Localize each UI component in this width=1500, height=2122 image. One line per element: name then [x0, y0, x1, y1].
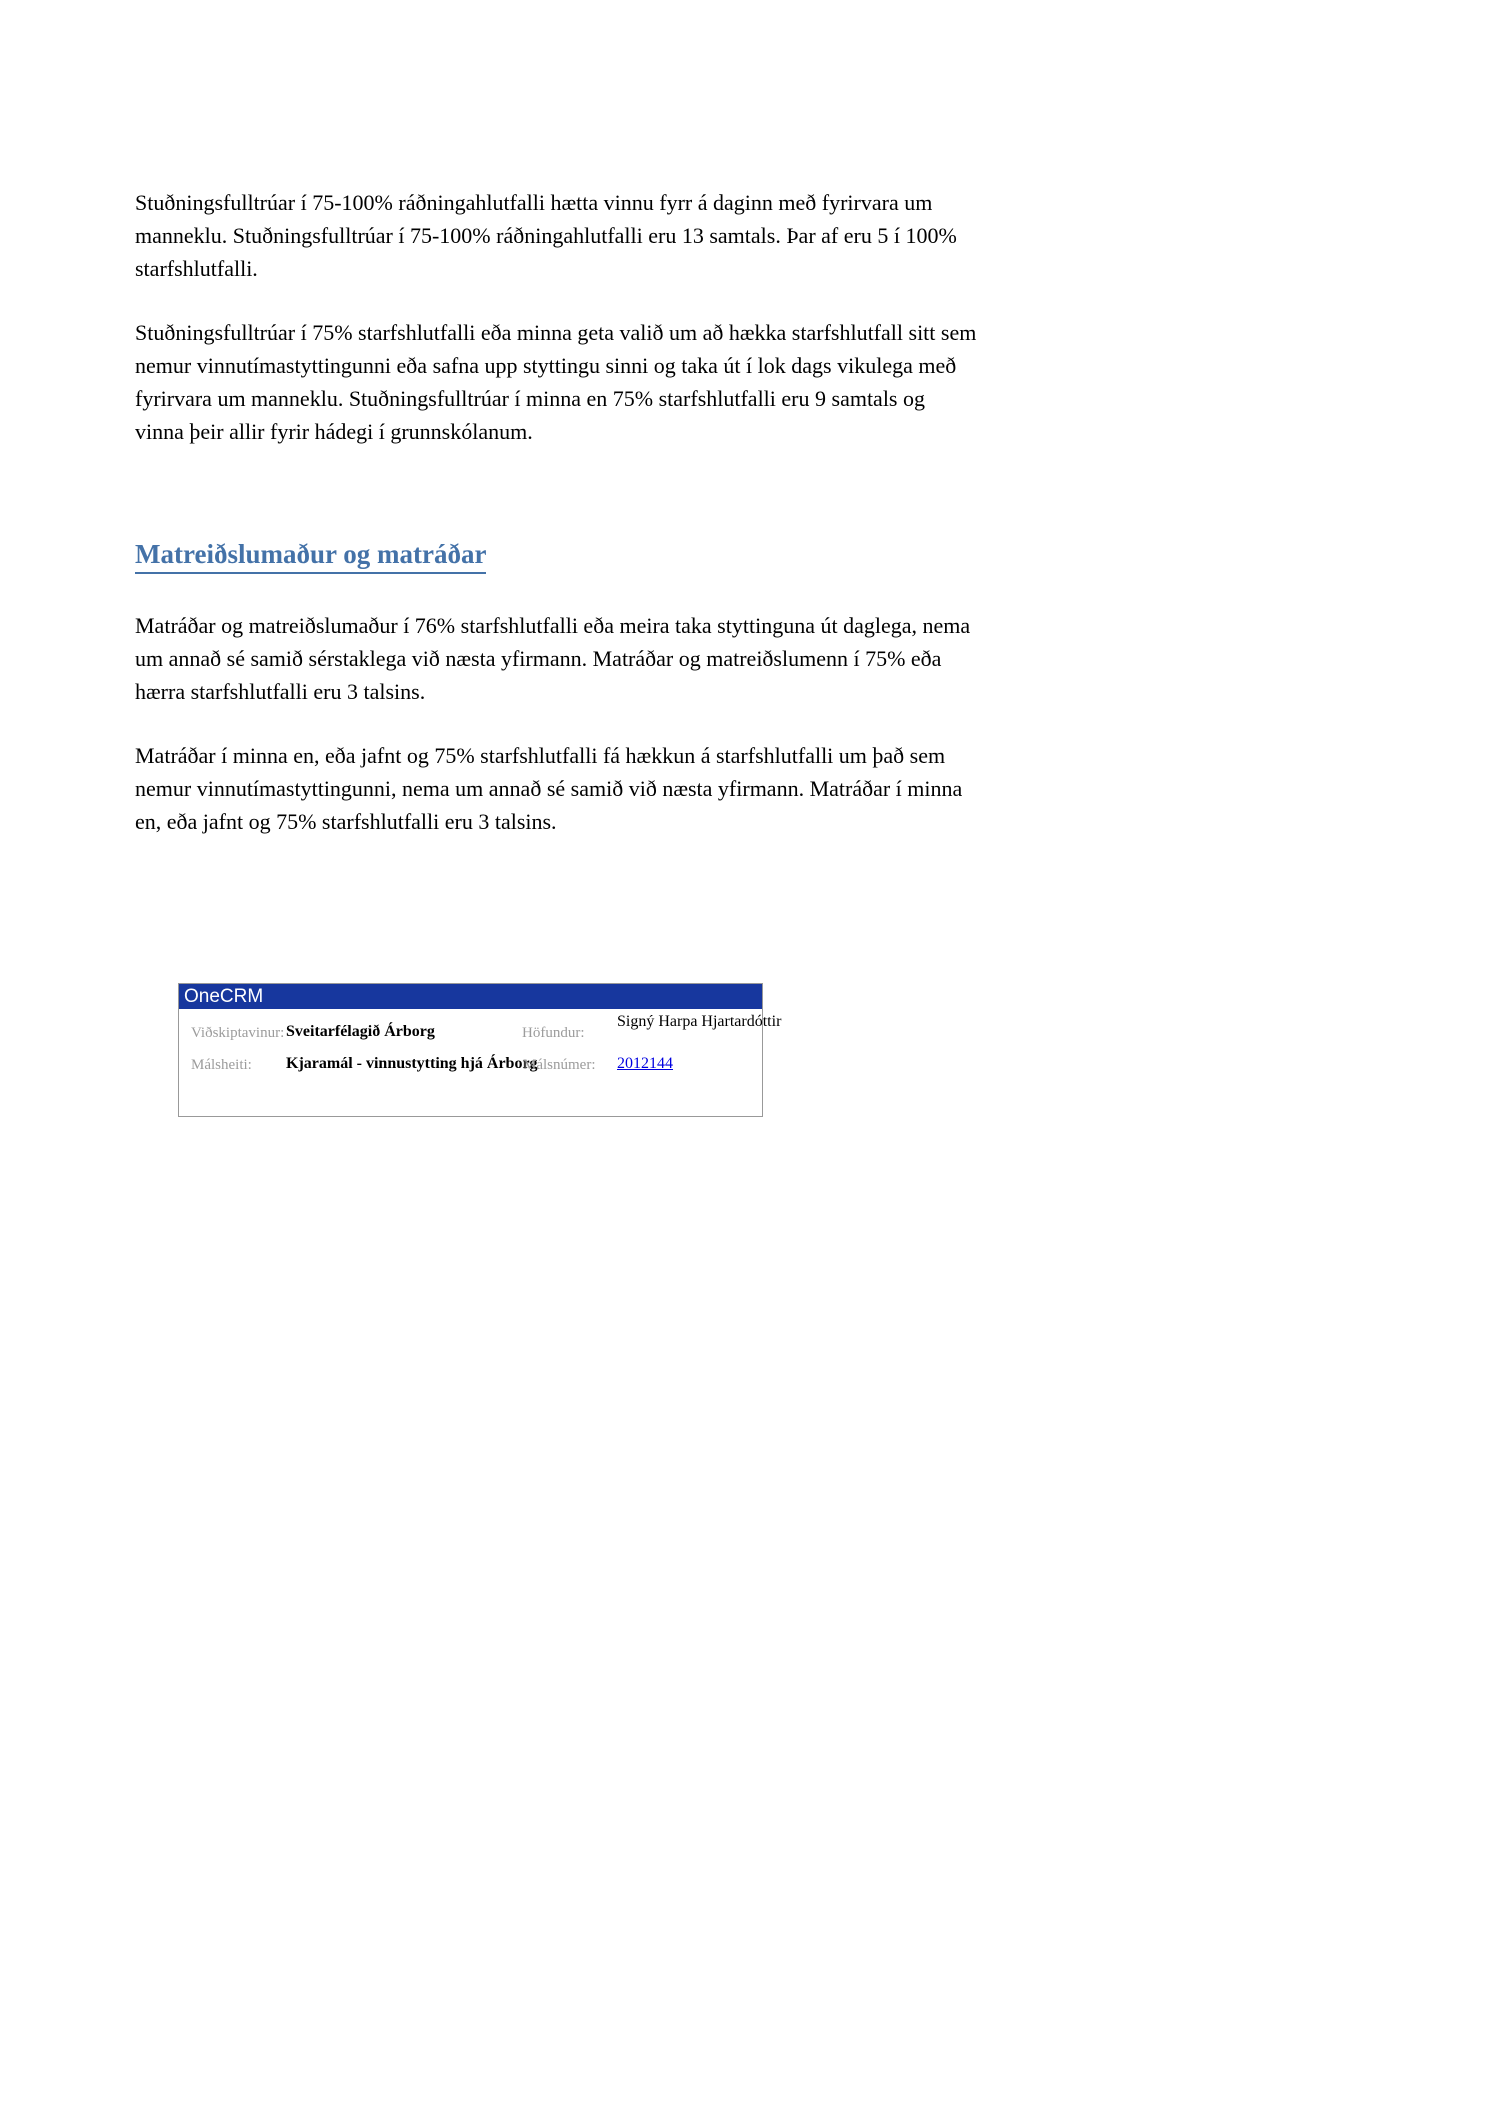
- paragraph-support-staff-75-100: Stuðningsfulltrúar í 75-100% ráðningahlutfalli hætta vinnu fyrr á daginn með fyrirvara um manneklu. Stuðningsfulltrúar í 75-100% ráðningahlutfalli eru 13 samtals. Þar af eru 5 í 100% starfshlutfalli.: [135, 190, 957, 281]
- crm-card-header: [179, 984, 762, 1009]
- document-body: [135, 186, 977, 869]
- paragraph-cooks-76-or-more: Matráðar og matreiðslumaður í 76% starfshlutfalli eða meira taka styttinguna út daglega, nema um annað sé samið sérstaklega við næsta yfirmann. Matráðar og matreiðslumenn í 75% eða hærra starfshlutfalli eru 3 talsins.: [135, 613, 971, 704]
- paragraph-support-staff-75-or-less: Stuðningsfulltrúar í 75% starfshlutfalli eða minna geta valið um að hækka starfshlutfall sitt sem nemur vinnutímastyttingunni eða safna upp styttingu sinni og taka út í lok dags vikulega með fyrirvara um manneklu. Stuðningsfulltrúar í minna en 75% starfshlutfalli eru 9 samtals og vinna þeir allir fyrir hádegi í grunnskólanum.: [135, 320, 977, 444]
- section-heading-text: Matreiðslumaður og matráðar: [135, 538, 486, 574]
- crm-customer-label: Viðskiptavinur:: [191, 1025, 285, 1041]
- crm-card: [178, 983, 782, 1117]
- crm-author-label: Höfundur:: [522, 1025, 585, 1041]
- crm-case-number-label: Málsnúmer:: [523, 1057, 596, 1073]
- paragraph-cooks-75-or-less: Matráðar í minna en, eða jafnt og 75% starfshlutfalli fá hækkun á starfshlutfalli um það sem nemur vinnutímastyttingunni, nema um annað sé samið við næsta yfirmann. Matráðar í minna en, eða jafnt og 75% starfshlutfalli eru 3 talsins.: [135, 743, 963, 834]
- crm-author-value: Signý Harpa Hjartardóttir: [617, 1013, 782, 1030]
- crm-case-title-value: Kjaramál - vinnustytting hjá Árborg: [286, 1055, 538, 1072]
- crm-customer-value: Sveitarfélagið Árborg: [286, 1023, 435, 1040]
- section-heading: [135, 538, 977, 574]
- crm-case-number-link[interactable]: 2012144: [617, 1055, 673, 1072]
- crm-app-title: OneCRM: [184, 986, 264, 1007]
- crm-case-title-label: Málsheiti:: [191, 1057, 252, 1073]
